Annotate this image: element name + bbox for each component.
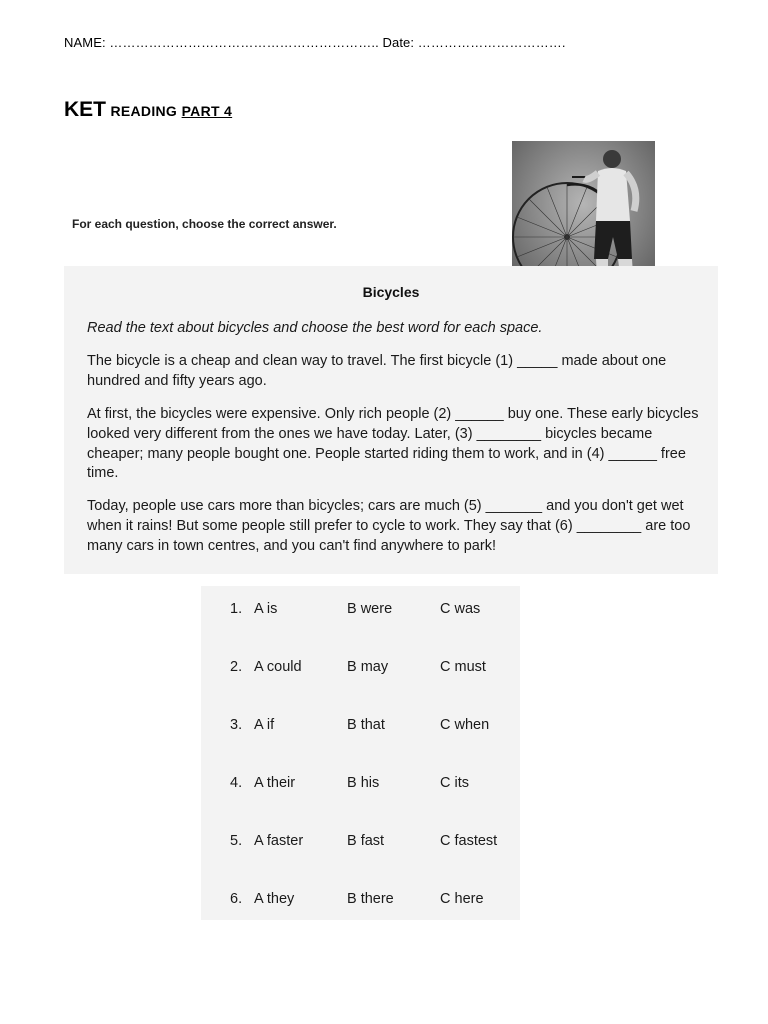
option-a: A could [254, 659, 302, 675]
title-reading: READING [110, 103, 178, 119]
option-c: C fastest [440, 833, 498, 849]
text-paragraph-2: At first, the bicycles were expensive. Only rich people (2) ______ buy one. These early bicycles looked very different from the ones we have today. Later, (3) ________ bicycles became cheaper; many people bought one. People started riding them to work, and in (4) ______ free time. [87, 406, 699, 482]
page-title [64, 98, 232, 122]
option-c: C must [440, 659, 486, 675]
option-b: B that [347, 717, 385, 733]
question-number: 2. [230, 659, 243, 675]
question-row [201, 659, 520, 679]
option-c: C when [440, 717, 490, 733]
option-c: C here [440, 891, 484, 907]
question-number: 5. [230, 833, 243, 849]
name-date-line: NAME: …………………………………………………….. Date: ……………………………. [64, 35, 566, 50]
reading-text-box [64, 266, 718, 574]
option-c: C its [440, 775, 469, 791]
text-paragraph-1: The bicycle is a cheap and clean way to travel. The first bicycle (1) _____ made about one hundred and fifty years ago. [87, 353, 667, 389]
instruction-text: For each question, choose the correct answer. [72, 217, 337, 231]
option-a: A if [254, 717, 275, 733]
question-row [201, 601, 520, 621]
option-a: A is [254, 601, 278, 617]
title-ket: KET [64, 98, 106, 121]
option-a: A they [254, 891, 295, 907]
question-row [201, 833, 520, 853]
option-b: B may [347, 659, 389, 675]
option-b: B there [347, 891, 394, 907]
question-row [201, 775, 520, 795]
option-b: B were [347, 601, 393, 617]
question-row [201, 891, 520, 911]
title-part: PART 4 [181, 103, 233, 119]
option-b: B fast [347, 833, 385, 849]
text-heading: Bicycles [362, 284, 420, 300]
option-b: B his [347, 775, 380, 791]
text-paragraph-3: Today, people use cars more than bicycles; cars are much (5) _______ and you don't get wet when it rains! But some people still prefer to cycle to work. They say that (6) ________ are too many cars in town centres, and you can't find anywhere to park! [87, 498, 691, 554]
question-number: 6. [230, 891, 243, 907]
option-a: A faster [254, 833, 304, 849]
question-number: 1. [230, 601, 243, 617]
option-c: C was [440, 601, 481, 617]
option-a: A their [254, 775, 296, 791]
answer-options-box [201, 586, 520, 920]
text-intro: Read the text about bicycles and choose the best word for each space. [87, 320, 543, 336]
question-number: 4. [230, 775, 243, 791]
question-number: 3. [230, 717, 243, 733]
question-row [201, 717, 520, 737]
